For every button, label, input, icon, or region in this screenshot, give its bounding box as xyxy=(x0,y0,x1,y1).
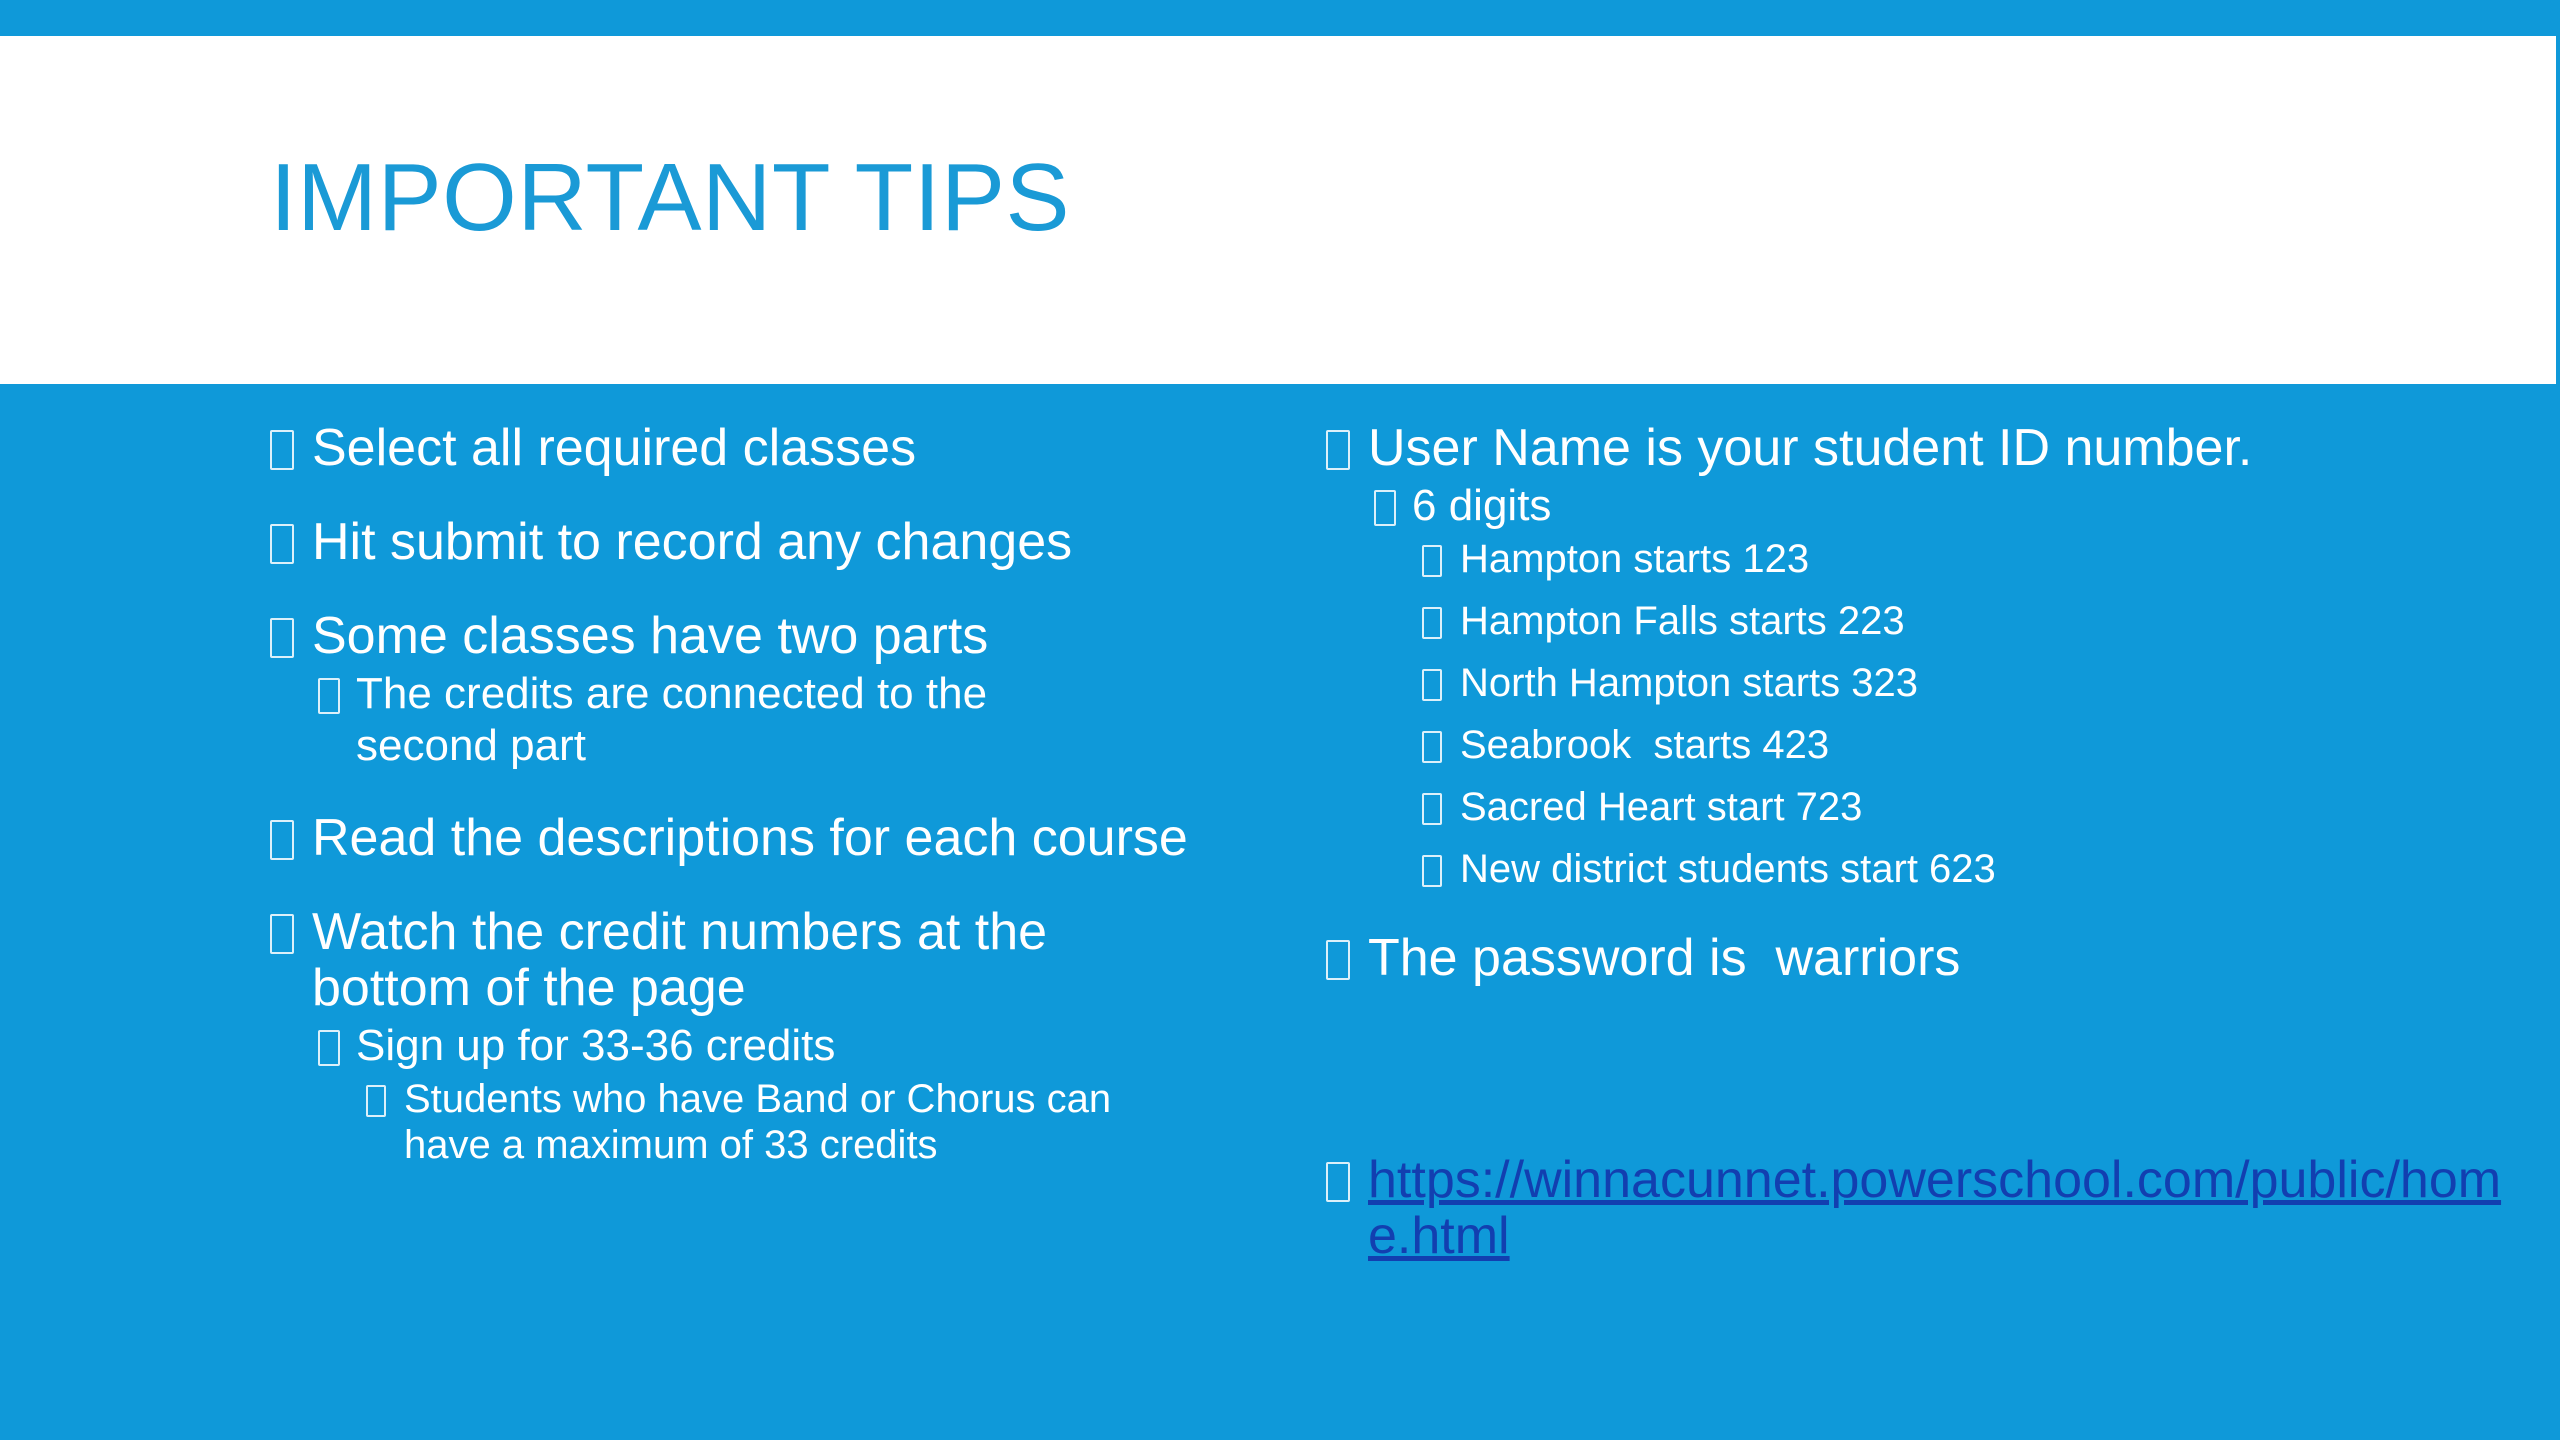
bullet-box-icon xyxy=(1326,1162,1350,1202)
bullet-box-icon xyxy=(1422,545,1442,577)
bullet-box-icon xyxy=(366,1085,386,1117)
bullet-box-icon xyxy=(270,820,294,860)
bullet-box-icon xyxy=(1326,940,1350,980)
powerschool-link[interactable]: https://winnacunnet.powerschool.com/public/home.html xyxy=(1368,1151,2502,1265)
list-item xyxy=(270,608,1270,772)
sub-list xyxy=(1368,480,2536,892)
bullet-box-icon xyxy=(318,1030,340,1066)
sub-list xyxy=(312,1020,1212,1168)
town-code-text: Hampton Falls starts 223 xyxy=(1460,599,1905,643)
sub-list-item-text: 6 digits xyxy=(1412,481,1552,530)
bullet-box-icon xyxy=(1422,793,1442,825)
town-code-item xyxy=(1422,660,2536,706)
sub-sub-list-item xyxy=(366,1076,1204,1168)
sub-sub-list-item-text: Students who have Band or Chorus can have a maximum of 33 credits xyxy=(404,1077,1112,1167)
left-bullet-list xyxy=(270,420,1270,1168)
sub-list xyxy=(312,668,1270,772)
list-item xyxy=(1326,1152,2528,1264)
town-code-text: Hampton starts 123 xyxy=(1460,537,1810,581)
list-item xyxy=(270,514,1270,570)
town-code-item xyxy=(1422,784,2536,830)
bullet-box-icon xyxy=(270,618,294,658)
list-item-text: Some classes have two parts xyxy=(312,607,989,665)
bullet-box-icon xyxy=(270,430,294,470)
town-code-item xyxy=(1422,846,2536,892)
list-item xyxy=(1326,420,2536,892)
sub-list-item xyxy=(318,1020,1212,1168)
town-code-list xyxy=(1412,536,2536,892)
town-code-item xyxy=(1422,598,2536,644)
bullet-box-icon xyxy=(1422,731,1442,763)
sub-list-item xyxy=(318,668,1116,772)
town-code-item xyxy=(1422,536,2536,582)
right-bullet-list xyxy=(1326,420,2536,1264)
town-code-text: New district students start 623 xyxy=(1460,847,1996,891)
sub-list-item-text: Sign up for 33-36 credits xyxy=(356,1021,836,1070)
sub-list-item-text: The credits are connected to the second part xyxy=(356,669,988,770)
slide-title: IMPORTANT TIPS xyxy=(270,144,1071,251)
bullet-box-icon xyxy=(1422,855,1442,887)
list-item xyxy=(270,904,1212,1168)
town-code-item xyxy=(1422,722,2536,768)
list-item-text: The password is warriors xyxy=(1368,929,1961,987)
town-code-text: Sacred Heart start 723 xyxy=(1460,785,1863,829)
list-item xyxy=(270,810,1270,866)
sub-sub-list xyxy=(356,1076,1212,1168)
list-item-text: Watch the credit numbers at the bottom of the page xyxy=(312,903,1048,1017)
list-item-text: Read the descriptions for each course xyxy=(312,809,1188,867)
town-code-text: North Hampton starts 323 xyxy=(1460,661,1918,705)
list-item-text: Select all required classes xyxy=(312,419,917,477)
list-item-text: User Name is your student ID number. xyxy=(1368,419,2253,477)
list-item-text: Hit submit to record any changes xyxy=(312,513,1073,571)
bullet-box-icon xyxy=(1374,490,1396,526)
sub-list-item xyxy=(1374,480,2536,892)
town-code-text: Seabrook starts 423 xyxy=(1460,723,1830,767)
bullet-box-icon xyxy=(1422,669,1442,701)
bullet-box-icon xyxy=(270,524,294,564)
spacer xyxy=(1326,1024,2536,1152)
bullet-box-icon xyxy=(1326,430,1350,470)
bullet-box-icon xyxy=(1422,607,1442,639)
list-item xyxy=(1326,930,2536,986)
bullet-box-icon xyxy=(270,914,294,954)
left-column xyxy=(270,420,1270,1206)
list-item xyxy=(270,420,1270,476)
right-column xyxy=(1326,420,2536,1302)
bullet-box-icon xyxy=(318,678,340,714)
